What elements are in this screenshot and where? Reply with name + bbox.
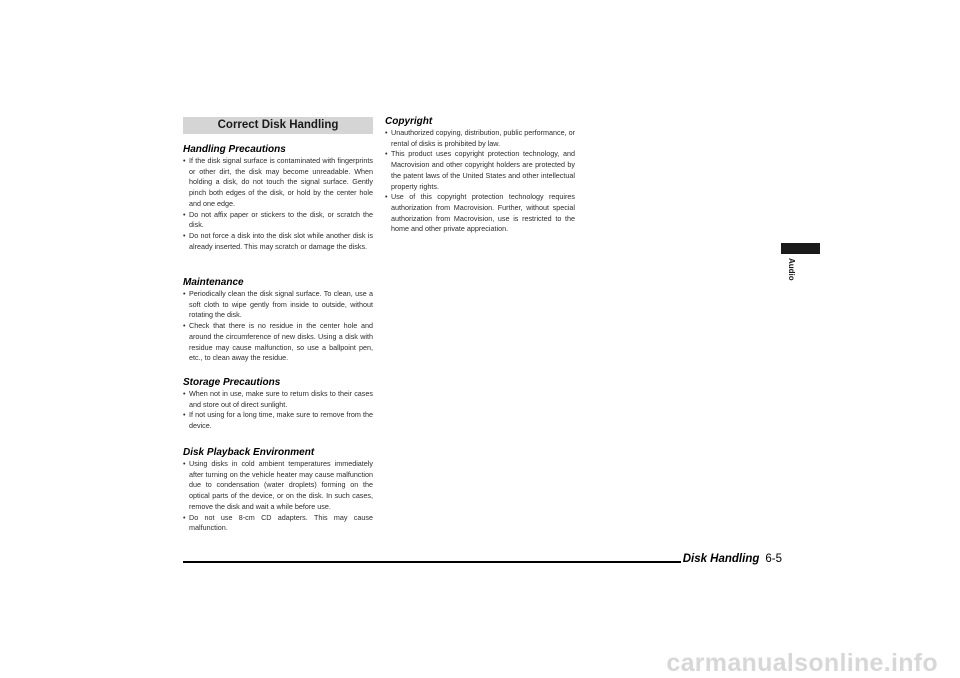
section-banner: Correct Disk Handling	[183, 117, 373, 134]
heading-handling-precautions: Handling Precautions	[183, 144, 286, 155]
list-item: • Unauthorized copying, distribution, public performance, or rental of disks is prohibited by law.	[385, 128, 575, 149]
storage-precautions-list	[183, 389, 373, 432]
heading-storage-precautions: Storage Precautions	[183, 377, 281, 388]
list-item: • Using disks in cold ambient temperatures immediately after turning on the vehicle heater may cause malfunction due to condensation (water droplets) forming on the optical parts of the device, or on the disk. In such cases, remove the disk and wait a while before use.	[183, 459, 373, 513]
heading-copyright: Copyright	[385, 116, 433, 127]
audio-tab-label: Audio	[787, 258, 796, 281]
page-footer	[683, 552, 782, 566]
handling-precautions-list	[183, 156, 373, 252]
footer-section-title: Disk Handling	[682, 553, 760, 565]
list-item: • When not in use, make sure to return disks to their cases and store out of direct sunlight.	[183, 389, 373, 410]
copyright-list	[385, 128, 575, 235]
heading-maintenance: Maintenance	[183, 277, 244, 288]
list-item: • Do not use 8-cm CD adapters. This may cause malfunction.	[183, 513, 373, 534]
watermark: carmanualsonline.info	[666, 649, 938, 677]
list-item: • Periodically clean the disk signal surface. To clean, use a soft cloth to wipe gently from inside to outside, without rotating the disk.	[183, 289, 373, 321]
audio-section-tab	[781, 243, 820, 254]
list-item: • Do not force a disk into the disk slot while another disk is already inserted. This may scratch or damage the disks.	[183, 231, 373, 252]
list-item: • If not using for a long time, make sure to remove from the device.	[183, 410, 373, 431]
list-item: • This product uses copyright protection technology, and Macrovision and other copyright holders are protected by the patent laws of the United States and other intellectual property rights.	[385, 149, 575, 192]
list-item: • Do not affix paper or stickers to the disk, or scratch the disk.	[183, 210, 373, 231]
maintenance-list	[183, 289, 373, 364]
list-item: • Check that there is no residue in the center hole and around the circumference of new disks. Using a disk with residue may cause malfunction, so use a ballpoint pen, etc., to clean away the residue.	[183, 321, 373, 364]
heading-disk-playback-environment: Disk Playback Environment	[183, 447, 315, 458]
footer-rule	[183, 561, 681, 563]
page-number: 6-5	[765, 553, 782, 565]
disk-playback-environment-list	[183, 459, 373, 534]
list-item: • If the disk signal surface is contaminated with fingerprints or other dirt, the disk may become unreadable. When holding a disk, do not touch the signal surface. Gently pinch both edges of the disk, or hold by the center hole and one edge.	[183, 156, 373, 210]
list-item: • Use of this copyright protection technology requires authorization from Macrovision. Further, without special authorization from Macrovision, use is restricted to the home and other private appreciation.	[385, 192, 575, 235]
